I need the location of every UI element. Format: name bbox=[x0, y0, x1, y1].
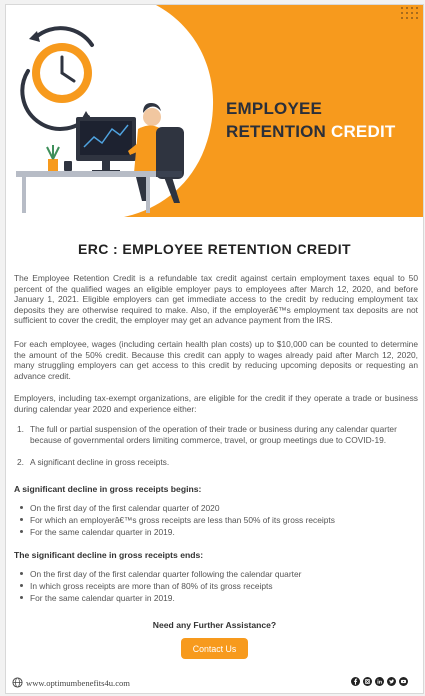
list-item bbox=[14, 502, 418, 514]
intro-paragraph: The Employee Retention Credit is a refundable tax credit against certain employment taxes equal to 50 percent of the qualified wages an eligible employer pays to employees after March 12, 2020, and before January 1, 2021. Eligible employers can get immediate access to the credit by reducing employment tax deposits they are otherwise required to make. Also, if the employerâ€™s employment tax deposits are not sufficient to cover the credit, the employer may get an advance payment from the IRS. bbox=[14, 273, 418, 326]
list-item-text: A significant decline in gross receipts. bbox=[30, 457, 170, 468]
list-item-text: For the same calendar quarter in 2019. bbox=[30, 527, 175, 537]
list-item-text: The full or partial suspension of the operation of their trade or business during any calendar quarter because of governmental orders limiting commerce, travel, or group meetings due to COVID-19. bbox=[30, 424, 397, 445]
eligibility-paragraph: Employers, including tax-exempt organizations, are eligible for the credit if they operate a trade or business during calendar year 2020 and experience either: bbox=[14, 393, 418, 414]
website-link[interactable]: www.optimumbenefits4u.com bbox=[26, 678, 130, 688]
email-card bbox=[5, 4, 424, 694]
list-number: 2. bbox=[17, 457, 24, 468]
ends-heading: The significant decline in gross receipts ends: bbox=[14, 550, 204, 560]
hero-title-line1: EMPLOYEE bbox=[226, 99, 323, 118]
dots-pattern-icon bbox=[400, 6, 420, 22]
list-item bbox=[14, 580, 418, 592]
wages-paragraph: For each employee, wages (including certain health plan costs) up to $10,000 can be counted to determine the amount of the 50% credit. Because this credit can apply to wages already paid after March 12, 2020, many struggling employers can get access to this credit by reducing upcoming deposits or requesting an advance credit. bbox=[14, 339, 418, 381]
assistance-text: Need any Further Assistance? bbox=[152, 620, 277, 630]
list-item bbox=[14, 592, 418, 604]
eligibility-list bbox=[14, 424, 418, 468]
bullet-icon bbox=[20, 572, 23, 575]
social-links bbox=[351, 677, 408, 686]
list-item-text: On the first day of the first calendar quarter following the calendar quarter bbox=[30, 569, 302, 579]
page-title: ERC : EMPLOYEE RETENTION CREDIT bbox=[78, 241, 351, 257]
bullet-icon bbox=[20, 518, 23, 521]
bullet-icon bbox=[20, 506, 23, 509]
linkedin-icon[interactable] bbox=[375, 677, 384, 686]
list-item bbox=[14, 457, 418, 468]
list-item-text: For which an employerâ€™s gross receipts are less than 50% of its gross receipts bbox=[30, 515, 335, 525]
list-item bbox=[14, 526, 418, 538]
ends-list bbox=[14, 568, 418, 604]
list-item bbox=[14, 514, 418, 526]
contact-us-button[interactable]: Contact Us bbox=[181, 638, 248, 659]
globe-icon bbox=[12, 677, 23, 688]
begins-heading: A significant decline in gross receipts begins: bbox=[14, 484, 202, 494]
list-item-text: For the same calendar quarter in 2019. bbox=[30, 593, 175, 603]
hero-title-retention: RETENTION bbox=[226, 122, 327, 141]
youtube-icon[interactable] bbox=[399, 677, 408, 686]
hero-title-credit: CREDIT bbox=[330, 122, 396, 141]
hero-title bbox=[226, 97, 395, 143]
twitter-icon[interactable] bbox=[387, 677, 396, 686]
bullet-icon bbox=[20, 584, 23, 587]
instagram-icon[interactable] bbox=[363, 677, 372, 686]
facebook-icon[interactable] bbox=[351, 677, 360, 686]
list-number: 1. bbox=[17, 424, 24, 434]
begins-list bbox=[14, 502, 418, 538]
footer bbox=[6, 673, 423, 693]
hero-banner bbox=[6, 5, 423, 217]
list-item-text: On the first day of the first calendar quarter of 2020 bbox=[30, 503, 220, 513]
list-item-text: In which gross receipts are more than of 80% of its gross receipts bbox=[30, 581, 273, 591]
bullet-icon bbox=[20, 596, 23, 599]
list-item bbox=[14, 424, 418, 445]
bullet-icon bbox=[20, 530, 23, 533]
list-item bbox=[14, 568, 418, 580]
